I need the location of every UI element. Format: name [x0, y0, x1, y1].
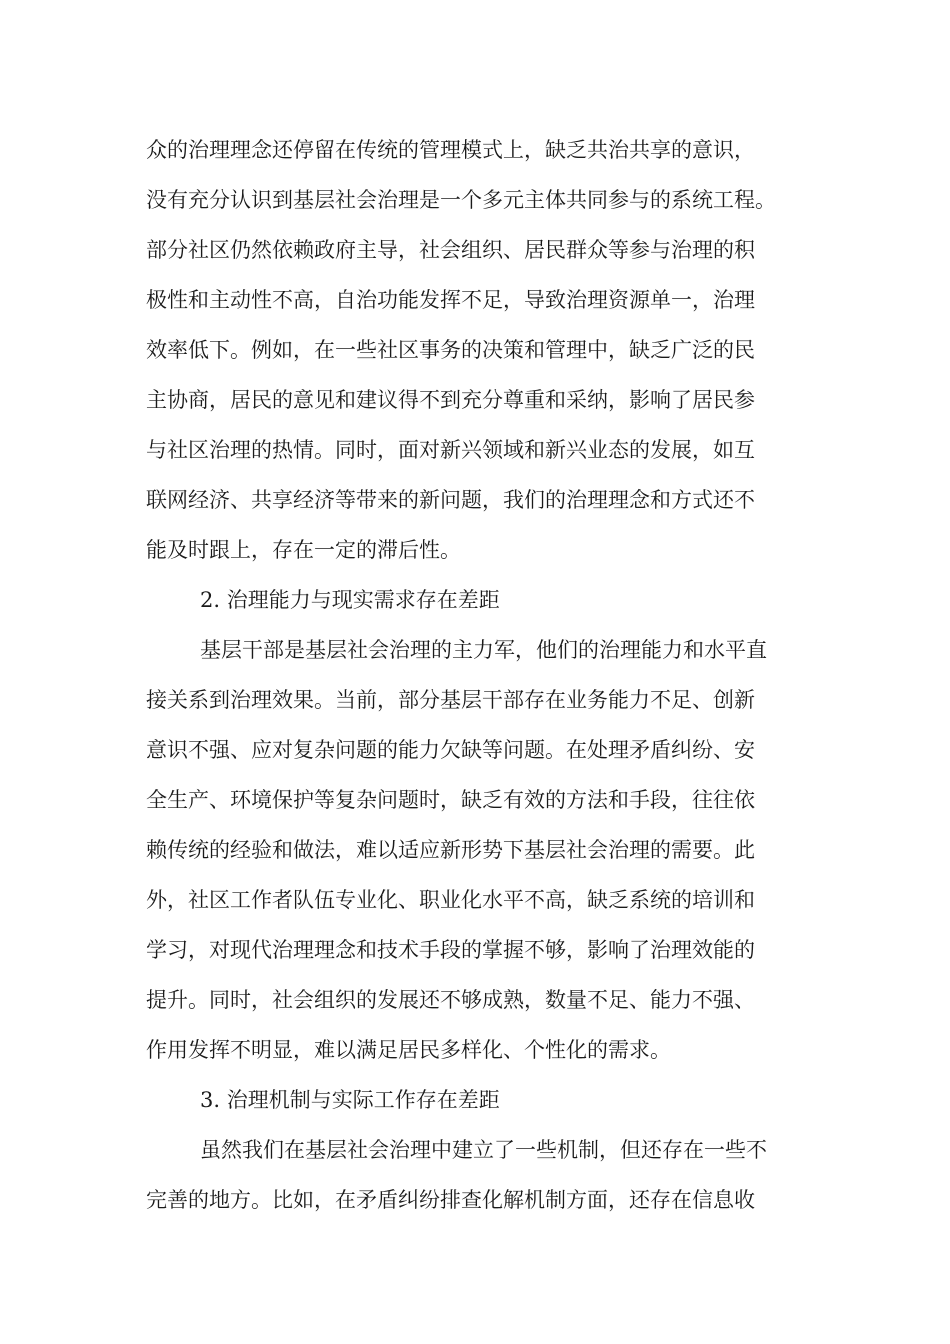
paragraph-line: 部分社区仍然依赖政府主导，社会组织、居民群众等参与治理的积 [146, 238, 755, 262]
paragraph-line: 效率低下。例如，在一些社区事务的决策和管理中，缺乏广泛的民 [146, 338, 755, 362]
section-heading-2: 2. 治理能力与现实需求存在差距 [200, 588, 500, 612]
paragraph-line: 接关系到治理效果。当前，部分基层干部存在业务能力不足、创新 [146, 688, 755, 712]
paragraph-line: 完善的地方。比如，在矛盾纠纷排查化解机制方面，还存在信息收 [146, 1188, 755, 1212]
paragraph-line: 与社区治理的热情。同时，面对新兴领域和新兴业态的发展，如互 [146, 438, 755, 462]
paragraph-line: 全生产、环境保护等复杂问题时，缺乏有效的方法和手段，往往依 [146, 788, 755, 812]
paragraph-line: 联网经济、共享经济等带来的新问题，我们的治理理念和方式还不 [146, 488, 755, 512]
section-heading-3: 3. 治理机制与实际工作存在差距 [200, 1088, 500, 1112]
paragraph-line: 作用发挥不明显，难以满足居民多样化、个性化的需求。 [146, 1038, 671, 1062]
paragraph-line: 众的治理理念还停留在传统的管理模式上，缺乏共治共享的意识， [146, 138, 755, 162]
paragraph-first-line: 虽然我们在基层社会治理中建立了一些机制，但还存在一些不 [200, 1138, 767, 1162]
paragraph-line: 赖传统的经验和做法，难以适应新形势下基层社会治理的需要。此 [146, 838, 755, 862]
paragraph-first-line: 基层干部是基层社会治理的主力军，他们的治理能力和水平直 [200, 638, 767, 662]
paragraph-line: 极性和主动性不高，自治功能发挥不足，导致治理资源单一，治理 [146, 288, 755, 312]
paragraph-line: 外，社区工作者队伍专业化、职业化水平不高，缺乏系统的培训和 [146, 888, 755, 912]
paragraph-line: 意识不强、应对复杂问题的能力欠缺等问题。在处理矛盾纠纷、安 [146, 738, 755, 762]
paragraph-line: 能及时跟上，存在一定的滞后性。 [146, 538, 461, 562]
paragraph-line: 主协商，居民的意见和建议得不到充分尊重和采纳，影响了居民参 [146, 388, 755, 412]
paragraph-line: 没有充分认识到基层社会治理是一个多元主体共同参与的系统工程。 [146, 188, 776, 212]
paragraph-line: 提升。同时，社会组织的发展还不够成熟，数量不足、能力不强、 [146, 988, 755, 1012]
paragraph-line: 学习，对现代治理理念和技术手段的掌握不够，影响了治理效能的 [146, 938, 755, 962]
